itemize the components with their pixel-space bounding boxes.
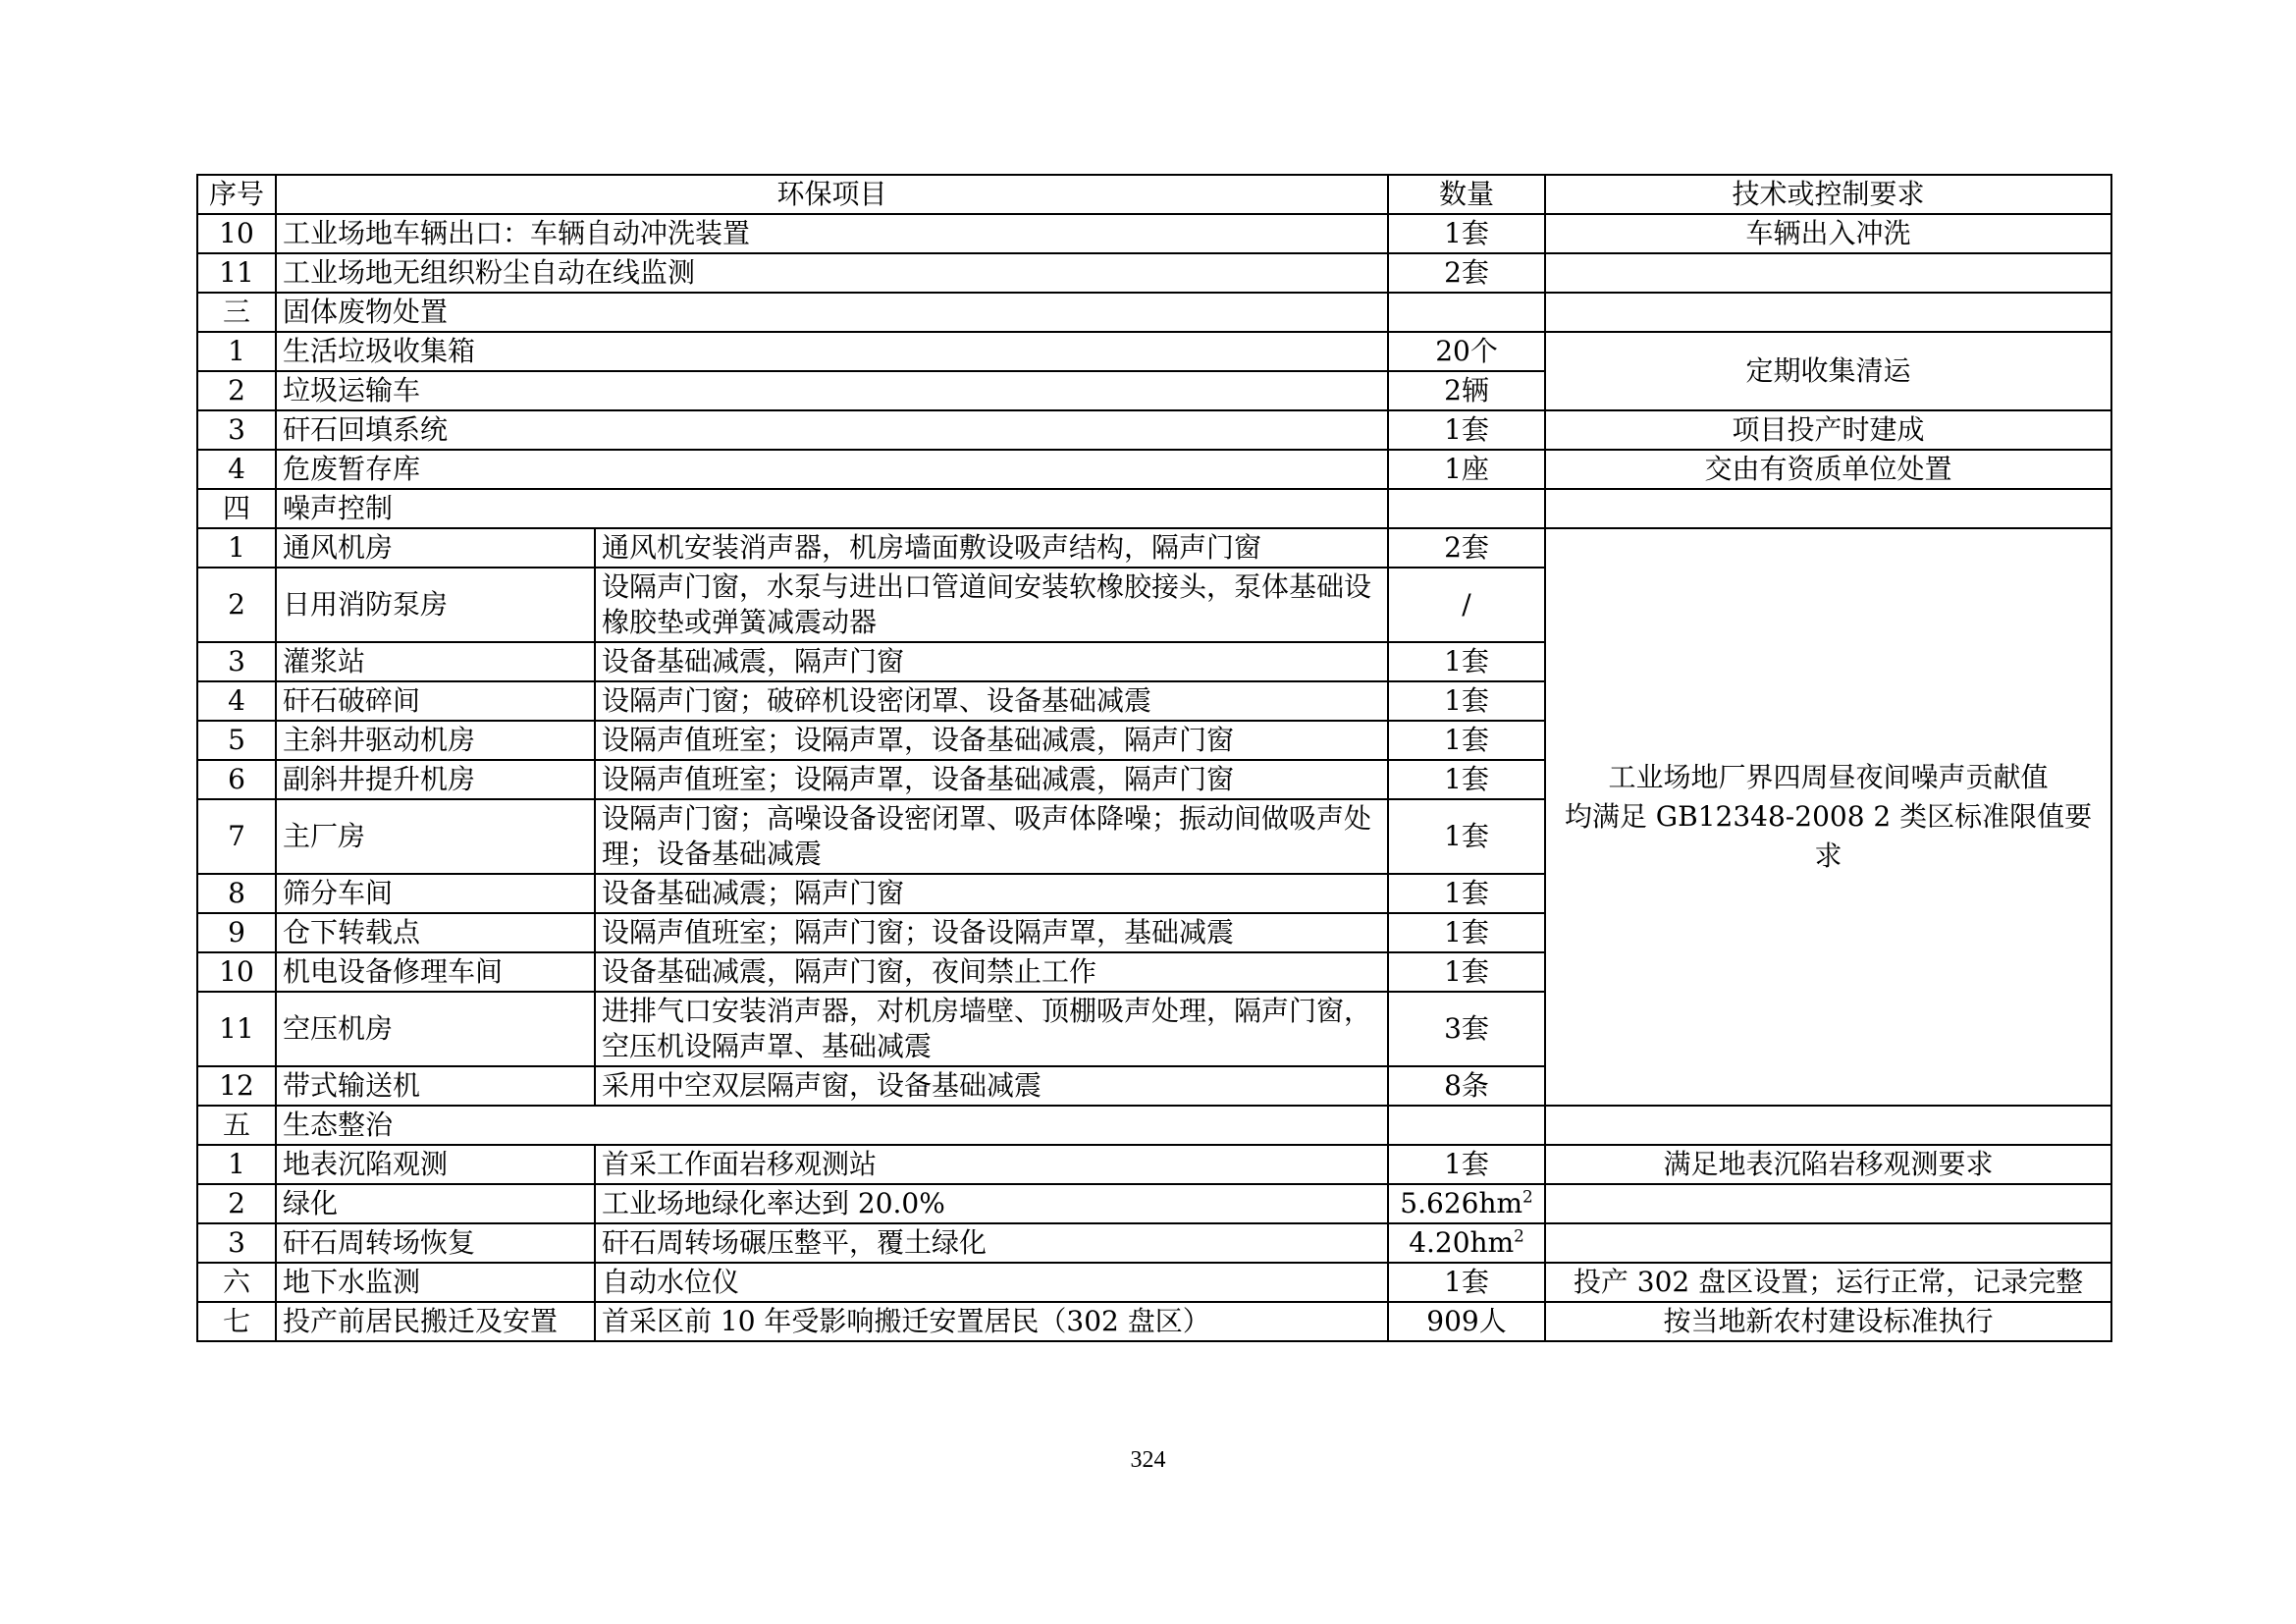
section-idx: 五 <box>197 1106 276 1145</box>
section-row-noise-control <box>197 489 2111 528</box>
empty-cell <box>1388 489 1545 528</box>
row-qty: 1套 <box>1388 952 1545 992</box>
qty-value: 4.20hm <box>1409 1226 1515 1259</box>
empty-cell <box>1545 293 2111 332</box>
row-idx: 10 <box>197 214 276 253</box>
section-row-solid-waste <box>197 293 2111 332</box>
row-name: 矸石破碎间 <box>276 681 595 721</box>
row-qty: 1套 <box>1388 642 1545 681</box>
row-idx: 5 <box>197 721 276 760</box>
row-name: 副斜井提升机房 <box>276 760 595 799</box>
section-idx: 三 <box>197 293 276 332</box>
row-idx: 2 <box>197 1184 276 1223</box>
row-qty: 1套 <box>1388 1145 1545 1184</box>
row-desc: 首采工作面岩移观测站 <box>595 1145 1388 1184</box>
header-project: 环保项目 <box>276 175 1388 214</box>
empty-cell <box>1388 293 1545 332</box>
row-desc: 通风机安装消声器，机房墙面敷设吸声结构，隔声门窗 <box>595 528 1388 568</box>
empty-cell <box>1545 489 2111 528</box>
row-name: 绿化 <box>276 1184 595 1223</box>
row-desc: 设备基础减震；隔声门窗 <box>595 874 1388 913</box>
merged-req-cell: 定期收集清运 <box>1545 332 2111 410</box>
qty-superscript: 2 <box>1522 1186 1533 1207</box>
row-name: 危废暂存库 <box>276 450 1388 489</box>
noise-req-line2: 均满足 GB12348-2008 2 类区标准限值要求 <box>1564 800 2093 872</box>
row-idx: 1 <box>197 528 276 568</box>
table-row <box>197 214 2111 253</box>
table-row <box>197 410 2111 450</box>
row-qty <box>1388 1223 1545 1263</box>
row-req: 按当地新农村建设标准执行 <box>1545 1302 2111 1341</box>
row-desc: 矸石周转场碾压整平，覆土绿化 <box>595 1223 1388 1263</box>
environmental-protection-table <box>196 174 2112 1342</box>
row-name: 机电设备修理车间 <box>276 952 595 992</box>
row-name: 筛分车间 <box>276 874 595 913</box>
row-req <box>1545 1184 2111 1223</box>
row-name: 生活垃圾收集箱 <box>276 332 1388 371</box>
table-row <box>197 1184 2111 1223</box>
row-desc: 设备基础减震，隔声门窗，夜间禁止工作 <box>595 952 1388 992</box>
row-qty: / <box>1388 568 1545 642</box>
noise-req-line1: 工业场地厂界四周昼夜间噪声贡献值 <box>1608 761 2049 793</box>
row-qty: 1套 <box>1388 721 1545 760</box>
row-req: 投产 302 盘区设置；运行正常，记录完整 <box>1545 1263 2111 1302</box>
row-name: 主厂房 <box>276 799 595 874</box>
row-name: 矸石周转场恢复 <box>276 1223 595 1263</box>
row-desc: 设隔声值班室；隔声门窗；设备设隔声罩，基础减震 <box>595 913 1388 952</box>
row-name: 工业场地无组织粉尘自动在线监测 <box>276 253 1388 293</box>
row-idx: 2 <box>197 371 276 410</box>
table-row <box>197 253 2111 293</box>
row-req <box>1545 253 2111 293</box>
row-idx: 6 <box>197 760 276 799</box>
section-idx: 六 <box>197 1263 276 1302</box>
section-idx: 七 <box>197 1302 276 1341</box>
row-qty: 1套 <box>1388 681 1545 721</box>
row-desc: 首采区前 10 年受影响搬迁安置居民（302 盘区） <box>595 1302 1388 1341</box>
row-name: 矸石回填系统 <box>276 410 1388 450</box>
header-row <box>197 175 2111 214</box>
row-qty: 8条 <box>1388 1066 1545 1106</box>
row-desc: 采用中空双层隔声窗，设备基础减震 <box>595 1066 1388 1106</box>
row-name: 工业场地车辆出口：车辆自动冲洗装置 <box>276 214 1388 253</box>
row-idx: 3 <box>197 642 276 681</box>
row-name: 通风机房 <box>276 528 595 568</box>
row-name: 仓下转载点 <box>276 913 595 952</box>
qty-value: 5.626hm <box>1400 1187 1523 1219</box>
row-desc: 自动水位仪 <box>595 1263 1388 1302</box>
qty-superscript: 2 <box>1514 1225 1524 1246</box>
section-title: 固体废物处置 <box>276 293 1388 332</box>
table-row <box>197 528 2111 568</box>
row-qty: 909人 <box>1388 1302 1545 1341</box>
row-idx: 4 <box>197 450 276 489</box>
row-idx: 8 <box>197 874 276 913</box>
row-qty: 20个 <box>1388 332 1545 371</box>
row-qty: 2套 <box>1388 253 1545 293</box>
table-row <box>197 1223 2111 1263</box>
row-qty: 1套 <box>1388 760 1545 799</box>
empty-cell <box>1388 1106 1545 1145</box>
section-title: 地下水监测 <box>276 1263 595 1302</box>
header-req: 技术或控制要求 <box>1545 175 2111 214</box>
row-desc: 设隔声值班室；设隔声罩，设备基础减震，隔声门窗 <box>595 721 1388 760</box>
row-idx: 11 <box>197 253 276 293</box>
row-req: 项目投产时建成 <box>1545 410 2111 450</box>
row-qty: 1套 <box>1388 874 1545 913</box>
row-desc: 设隔声门窗，水泵与进出口管道间安装软橡胶接头，泵体基础设橡胶垫或弹簧减震动器 <box>595 568 1388 642</box>
row-desc: 设隔声值班室；设隔声罩，设备基础减震，隔声门窗 <box>595 760 1388 799</box>
section-idx: 四 <box>197 489 276 528</box>
table-row <box>197 1145 2111 1184</box>
row-desc: 设备基础减震，隔声门窗 <box>595 642 1388 681</box>
row-idx: 2 <box>197 568 276 642</box>
section-title: 生态整治 <box>276 1106 1388 1145</box>
row-idx: 10 <box>197 952 276 992</box>
row-qty: 1套 <box>1388 214 1545 253</box>
row-desc: 设隔声门窗；高噪设备设密闭罩、吸声体降噪；振动间做吸声处理；设备基础减震 <box>595 799 1388 874</box>
section-row-ecology <box>197 1106 2111 1145</box>
row-qty: 2套 <box>1388 528 1545 568</box>
row-name: 垃圾运输车 <box>276 371 1388 410</box>
section-row-groundwater <box>197 1263 2111 1302</box>
row-qty: 1套 <box>1388 799 1545 874</box>
section-title: 噪声控制 <box>276 489 1388 528</box>
page-number: 324 <box>1130 1447 1166 1473</box>
row-idx: 1 <box>197 1145 276 1184</box>
row-desc: 工业场地绿化率达到 20.0% <box>595 1184 1388 1223</box>
row-req: 满足地表沉陷岩移观测要求 <box>1545 1145 2111 1184</box>
section-row-relocation <box>197 1302 2111 1341</box>
row-idx: 11 <box>197 992 276 1066</box>
row-name: 带式输送机 <box>276 1066 595 1106</box>
row-req: 交由有资质单位处置 <box>1545 450 2111 489</box>
row-name: 主斜井驱动机房 <box>276 721 595 760</box>
row-qty: 1套 <box>1388 410 1545 450</box>
row-req: 车辆出入冲洗 <box>1545 214 2111 253</box>
row-idx: 3 <box>197 1223 276 1263</box>
row-qty: 2辆 <box>1388 371 1545 410</box>
row-idx: 1 <box>197 332 276 371</box>
section-title: 投产前居民搬迁及安置 <box>276 1302 595 1341</box>
table-row <box>197 450 2111 489</box>
row-req <box>1545 1223 2111 1263</box>
row-idx: 9 <box>197 913 276 952</box>
table-row <box>197 332 2111 371</box>
row-qty <box>1388 1184 1545 1223</box>
row-qty: 1套 <box>1388 913 1545 952</box>
row-name: 灌浆站 <box>276 642 595 681</box>
empty-cell <box>1545 1106 2111 1145</box>
row-name: 地表沉陷观测 <box>276 1145 595 1184</box>
row-qty: 1套 <box>1388 1263 1545 1302</box>
row-qty: 3套 <box>1388 992 1545 1066</box>
row-name: 空压机房 <box>276 992 595 1066</box>
row-name: 日用消防泵房 <box>276 568 595 642</box>
row-qty: 1座 <box>1388 450 1545 489</box>
row-idx: 12 <box>197 1066 276 1106</box>
row-idx: 4 <box>197 681 276 721</box>
row-idx: 7 <box>197 799 276 874</box>
row-idx: 3 <box>197 410 276 450</box>
merged-noise-req-cell <box>1545 528 2111 1106</box>
row-desc: 设隔声门窗；破碎机设密闭罩、设备基础减震 <box>595 681 1388 721</box>
header-idx: 序号 <box>197 175 276 214</box>
row-desc: 进排气口安装消声器，对机房墙壁、顶棚吸声处理，隔声门窗，空压机设隔声罩、基础减震 <box>595 992 1388 1066</box>
header-qty: 数量 <box>1388 175 1545 214</box>
